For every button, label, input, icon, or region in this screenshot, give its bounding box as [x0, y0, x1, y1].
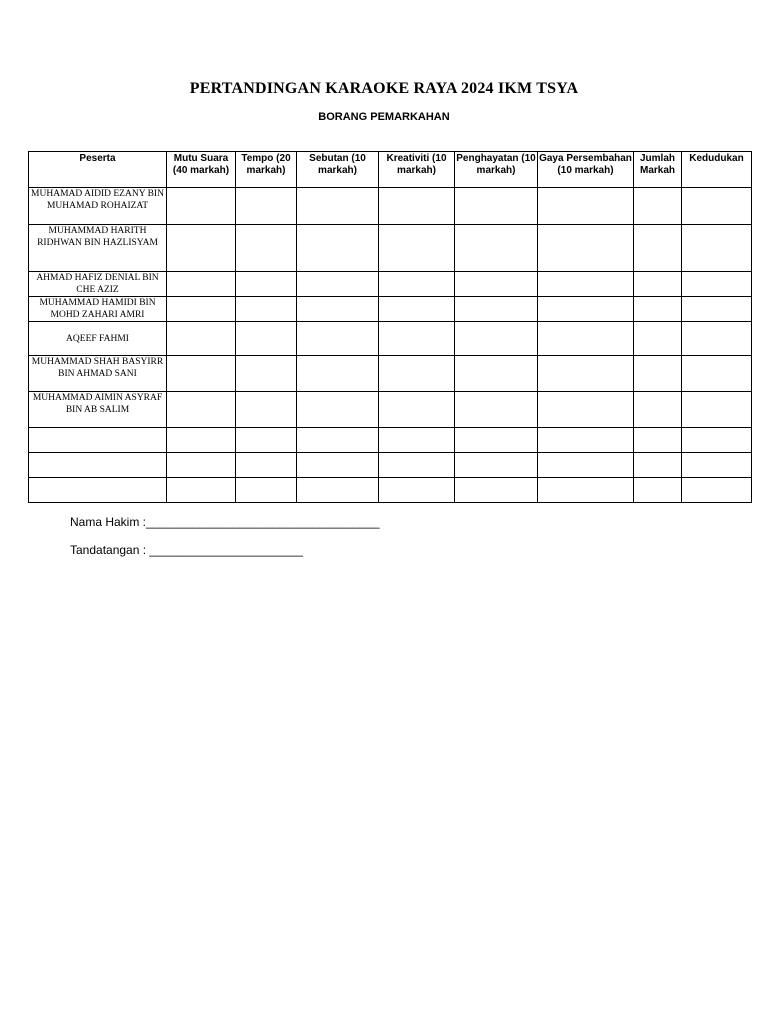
score-cell[interactable]	[167, 272, 236, 297]
score-cell[interactable]	[167, 356, 236, 392]
participant-name[interactable]	[29, 478, 167, 503]
header-kreativiti: Kreativiti (10 markah)	[379, 152, 455, 188]
header-penghayatan: Penghayatan (10 markah)	[455, 152, 538, 188]
score-cell[interactable]	[236, 322, 297, 356]
total-cell[interactable]	[634, 428, 682, 453]
rank-cell[interactable]	[682, 272, 752, 297]
total-cell[interactable]	[634, 225, 682, 272]
participant-name: MUHAMMAD HAMIDI BIN MOHD ZAHARI AMRI	[29, 297, 167, 322]
header-peserta: Peserta	[29, 152, 167, 188]
score-cell[interactable]	[297, 297, 379, 322]
score-cell[interactable]	[455, 188, 538, 225]
rank-cell[interactable]	[682, 453, 752, 478]
score-cell[interactable]	[297, 225, 379, 272]
total-cell[interactable]	[634, 392, 682, 428]
score-cell[interactable]	[167, 188, 236, 225]
score-table	[28, 151, 752, 503]
score-cell[interactable]	[455, 478, 538, 503]
table-row	[29, 272, 752, 297]
header-kedudukan: Kedudukan	[682, 152, 752, 188]
total-cell[interactable]	[634, 453, 682, 478]
participant-name[interactable]	[29, 453, 167, 478]
score-cell[interactable]	[379, 322, 455, 356]
judge-name-field[interactable]: Nama Hakim :___________________________________	[70, 515, 380, 529]
header-mutu-suara: Mutu Suara (40 markah)	[167, 152, 236, 188]
header-jumlah-markah: Jumlah Markah	[634, 152, 682, 188]
page-title: PERTANDINGAN KARAOKE RAYA 2024 IKM TSYA	[189, 80, 579, 97]
participant-name: MUHAMMAD AIMIN ASYRAF BIN AB SALIM	[29, 392, 167, 428]
score-cell[interactable]	[297, 428, 379, 453]
table-row	[29, 392, 752, 428]
score-cell[interactable]	[455, 225, 538, 272]
score-cell[interactable]	[236, 428, 297, 453]
table-row	[29, 225, 752, 272]
rank-cell[interactable]	[682, 478, 752, 503]
table-row	[29, 478, 752, 503]
score-cell[interactable]	[455, 297, 538, 322]
table-row	[29, 297, 752, 322]
score-cell[interactable]	[236, 392, 297, 428]
score-cell[interactable]	[538, 322, 634, 356]
score-cell[interactable]	[538, 428, 634, 453]
score-cell[interactable]	[236, 478, 297, 503]
score-cell[interactable]	[538, 297, 634, 322]
score-cell[interactable]	[167, 322, 236, 356]
score-cell[interactable]	[379, 478, 455, 503]
score-cell[interactable]	[236, 297, 297, 322]
score-cell[interactable]	[379, 356, 455, 392]
score-cell[interactable]	[167, 392, 236, 428]
score-cell[interactable]	[297, 356, 379, 392]
total-cell[interactable]	[634, 188, 682, 225]
total-cell[interactable]	[634, 356, 682, 392]
score-cell[interactable]	[297, 272, 379, 297]
score-cell[interactable]	[455, 356, 538, 392]
score-cell[interactable]	[538, 392, 634, 428]
score-cell[interactable]	[236, 356, 297, 392]
total-cell[interactable]	[634, 272, 682, 297]
page-subtitle: BORANG PEMARKAHAN	[318, 111, 450, 123]
table-row	[29, 428, 752, 453]
score-cell[interactable]	[538, 225, 634, 272]
table-row	[29, 188, 752, 225]
header-sebutan: Sebutan (10 markah)	[297, 152, 379, 188]
header-tempo: Tempo (20 markah)	[236, 152, 297, 188]
participant-name: AQEEF FAHMI	[29, 322, 167, 356]
table-row	[29, 356, 752, 392]
score-cell[interactable]	[236, 225, 297, 272]
score-cell[interactable]	[297, 478, 379, 503]
score-cell[interactable]	[455, 392, 538, 428]
score-cell[interactable]	[538, 453, 634, 478]
participant-name: MUHAMMAD HARITH RIDHWAN BIN HAZLISYAM	[29, 225, 167, 272]
total-cell[interactable]	[634, 322, 682, 356]
score-cell[interactable]	[379, 297, 455, 322]
score-cell[interactable]	[236, 453, 297, 478]
score-cell[interactable]	[379, 428, 455, 453]
rank-cell[interactable]	[682, 356, 752, 392]
score-cell[interactable]	[167, 453, 236, 478]
score-cell[interactable]	[297, 453, 379, 478]
score-cell[interactable]	[236, 272, 297, 297]
score-cell[interactable]	[538, 478, 634, 503]
table-header-row	[29, 152, 752, 188]
participant-name[interactable]	[29, 428, 167, 453]
score-cell[interactable]	[379, 392, 455, 428]
table-row	[29, 322, 752, 356]
rank-cell[interactable]	[682, 188, 752, 225]
score-cell[interactable]	[538, 272, 634, 297]
table-row	[29, 453, 752, 478]
score-cell[interactable]	[379, 272, 455, 297]
score-cell[interactable]	[167, 297, 236, 322]
score-cell[interactable]	[538, 356, 634, 392]
score-cell[interactable]	[297, 188, 379, 225]
rank-cell[interactable]	[682, 428, 752, 453]
score-cell[interactable]	[455, 428, 538, 453]
score-cell[interactable]	[297, 392, 379, 428]
rank-cell[interactable]	[682, 392, 752, 428]
score-cell[interactable]	[167, 428, 236, 453]
score-cell[interactable]	[236, 188, 297, 225]
score-cell[interactable]	[379, 225, 455, 272]
participant-name: MUHAMMAD SHAH BASYIRR BIN AHMAD SANI	[29, 356, 167, 392]
score-cell[interactable]	[455, 322, 538, 356]
rank-cell[interactable]	[682, 297, 752, 322]
score-cell[interactable]	[455, 272, 538, 297]
header-gaya-persembahan: Gaya Persembahan (10 markah)	[538, 152, 634, 188]
rank-cell[interactable]	[682, 225, 752, 272]
score-cell[interactable]	[379, 453, 455, 478]
score-cell[interactable]	[455, 453, 538, 478]
score-cell[interactable]	[167, 225, 236, 272]
score-cell[interactable]	[167, 478, 236, 503]
participant-name: MUHAMAD AIDID EZANY BIN MUHAMAD ROHAIZAT	[29, 188, 167, 225]
total-cell[interactable]	[634, 478, 682, 503]
rank-cell[interactable]	[682, 322, 752, 356]
score-cell[interactable]	[538, 188, 634, 225]
participant-name: AHMAD HAFIZ DENIAL BIN CHE AZIZ	[29, 272, 167, 297]
total-cell[interactable]	[634, 297, 682, 322]
score-cell[interactable]	[379, 188, 455, 225]
signature-field[interactable]: Tandatangan : _______________________	[70, 543, 303, 557]
score-cell[interactable]	[297, 322, 379, 356]
